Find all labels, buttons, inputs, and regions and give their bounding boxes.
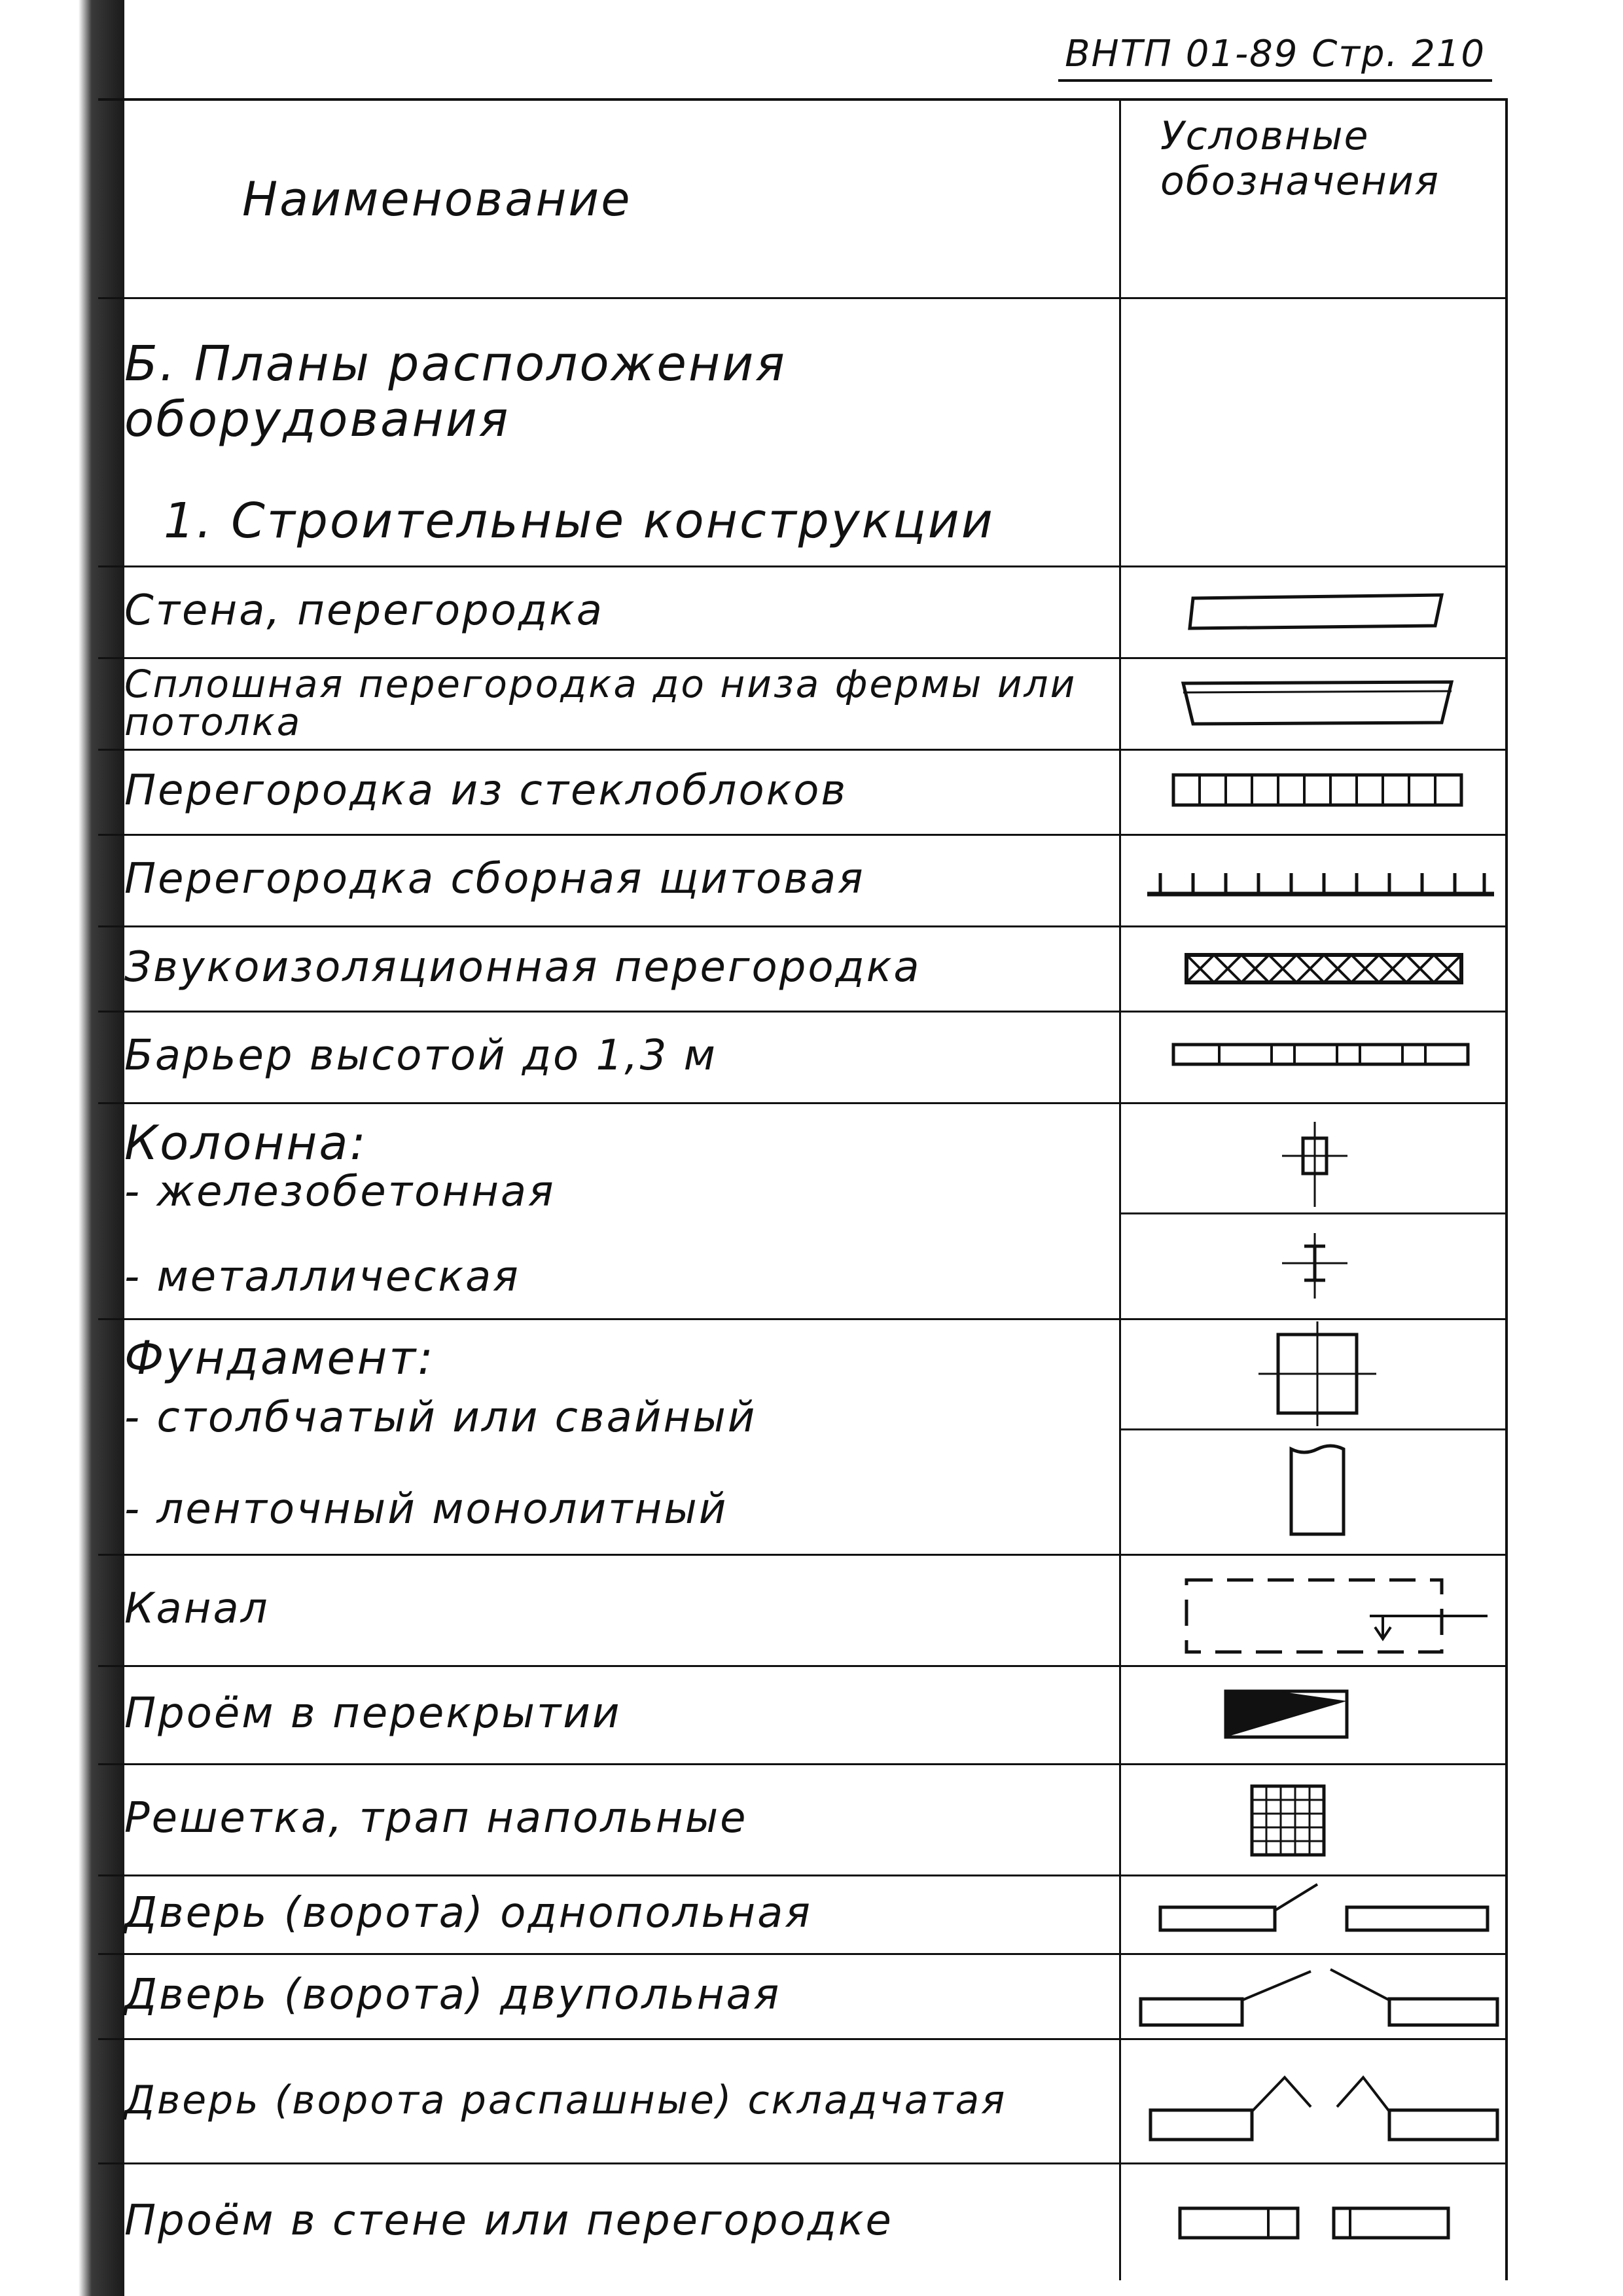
panel-partition-symbol bbox=[1121, 834, 1507, 925]
wall-opening-symbol bbox=[1121, 2162, 1507, 2280]
symbol-cell bbox=[1119, 1102, 1505, 1318]
symbol-cell bbox=[1119, 1011, 1505, 1102]
row-name: Барьер высотой до 1,3 м bbox=[124, 1031, 717, 1081]
row-subitem: - железобетонная bbox=[124, 1168, 556, 1216]
row-name: Фундамент: bbox=[124, 1331, 435, 1385]
floor-opening-symbol bbox=[1121, 1665, 1507, 1763]
symbol-cell bbox=[1119, 2162, 1505, 2280]
section-row bbox=[98, 297, 1505, 567]
section-title: Б. Планы расположения оборудования bbox=[124, 336, 787, 448]
table-row bbox=[98, 1011, 1505, 1104]
floor-grate-symbol bbox=[1121, 1763, 1507, 1874]
symbol-cell bbox=[1119, 1665, 1505, 1763]
symbol-cell bbox=[1119, 2038, 1505, 2162]
table-row bbox=[98, 1554, 1505, 1667]
column-symbols bbox=[1121, 1102, 1507, 1318]
symbol-cell bbox=[1119, 749, 1505, 834]
table-row bbox=[98, 565, 1505, 659]
row-name: Дверь (ворота распашные) складчатая bbox=[124, 2077, 1007, 2123]
row-subitem: - металлическая bbox=[124, 1253, 520, 1301]
section-subtitle: 1. Строительные конструкции bbox=[164, 493, 995, 550]
double-door-symbol bbox=[1121, 1953, 1507, 2038]
row-name: Перегородка из стеклоблоков bbox=[124, 766, 848, 816]
row-name: Проём в стене или перегородке bbox=[124, 2197, 893, 2246]
foundation-symbols bbox=[1121, 1318, 1507, 1554]
symbol-cell bbox=[1119, 1874, 1505, 1953]
table-row bbox=[98, 1953, 1505, 2040]
table-row bbox=[98, 1874, 1505, 1955]
table-row bbox=[98, 1318, 1505, 1556]
table-row bbox=[98, 834, 1505, 927]
row-name: Канал bbox=[124, 1585, 270, 1634]
row-name: Проём в перекрытии bbox=[124, 1689, 622, 1738]
row-name: Колонна: bbox=[124, 1115, 368, 1170]
table-row bbox=[98, 2162, 1505, 2280]
row-name: Звукоизоляционная перегородка bbox=[124, 943, 921, 992]
soundproof-partition-symbol bbox=[1121, 925, 1507, 1011]
symbol-cell bbox=[1119, 925, 1505, 1011]
table-row bbox=[98, 749, 1505, 836]
symbol-cell bbox=[1119, 565, 1505, 657]
table-row bbox=[98, 657, 1505, 751]
table-row bbox=[98, 1102, 1505, 1320]
section-symbol-cell bbox=[1119, 297, 1505, 565]
symbol-cell bbox=[1119, 1318, 1505, 1554]
symbol-cell bbox=[1119, 834, 1505, 925]
symbol-cell bbox=[1119, 657, 1505, 749]
table-header bbox=[98, 101, 1505, 299]
symbol-cell bbox=[1119, 1953, 1505, 2038]
row-name: Стена, перегородка bbox=[124, 586, 604, 636]
table-row bbox=[98, 1665, 1505, 1765]
row-name: Дверь (ворота) двупольная bbox=[124, 1971, 781, 2020]
channel-symbol bbox=[1121, 1554, 1507, 1665]
row-name: Перегородка сборная щитовая bbox=[124, 855, 865, 904]
symbol-column-header-cell bbox=[1119, 101, 1505, 297]
symbol-cell bbox=[1119, 1554, 1505, 1665]
row-name: Дверь (ворота) однопольная bbox=[124, 1889, 812, 1938]
row-name: Решетка, трап напольные bbox=[124, 1794, 748, 1843]
folding-door-symbol bbox=[1121, 2038, 1507, 2162]
wall-symbol bbox=[1121, 565, 1507, 657]
symbol-column-header: Условные обозначения bbox=[1160, 113, 1440, 204]
glass-block-partition-symbol bbox=[1121, 749, 1507, 834]
table-row bbox=[98, 2038, 1505, 2164]
table-row bbox=[98, 1763, 1505, 1876]
reinforced-concrete-column-symbol bbox=[1282, 1122, 1347, 1207]
name-column-header: Наименование bbox=[242, 171, 632, 226]
symbols-table bbox=[98, 98, 1508, 2280]
pile-foundation-symbol bbox=[1258, 1321, 1376, 1426]
metal-column-symbol bbox=[1282, 1233, 1347, 1299]
row-name: Сплошная перегородка до низа фермы или потолка bbox=[124, 662, 1077, 744]
symbol-cell bbox=[1119, 1763, 1505, 1874]
strip-foundation-symbol bbox=[1291, 1446, 1344, 1534]
solid-partition-symbol bbox=[1121, 657, 1507, 749]
table-row bbox=[98, 925, 1505, 1013]
barrier-symbol bbox=[1121, 1011, 1507, 1102]
row-subitem: - столбчатый или свайный bbox=[124, 1393, 757, 1442]
single-door-symbol bbox=[1121, 1874, 1507, 1953]
document-page bbox=[98, 26, 1505, 2278]
document-code: ВНТП 01-89 Стр. 210 bbox=[1058, 33, 1492, 82]
row-subitem: - ленточный монолитный bbox=[124, 1485, 728, 1534]
